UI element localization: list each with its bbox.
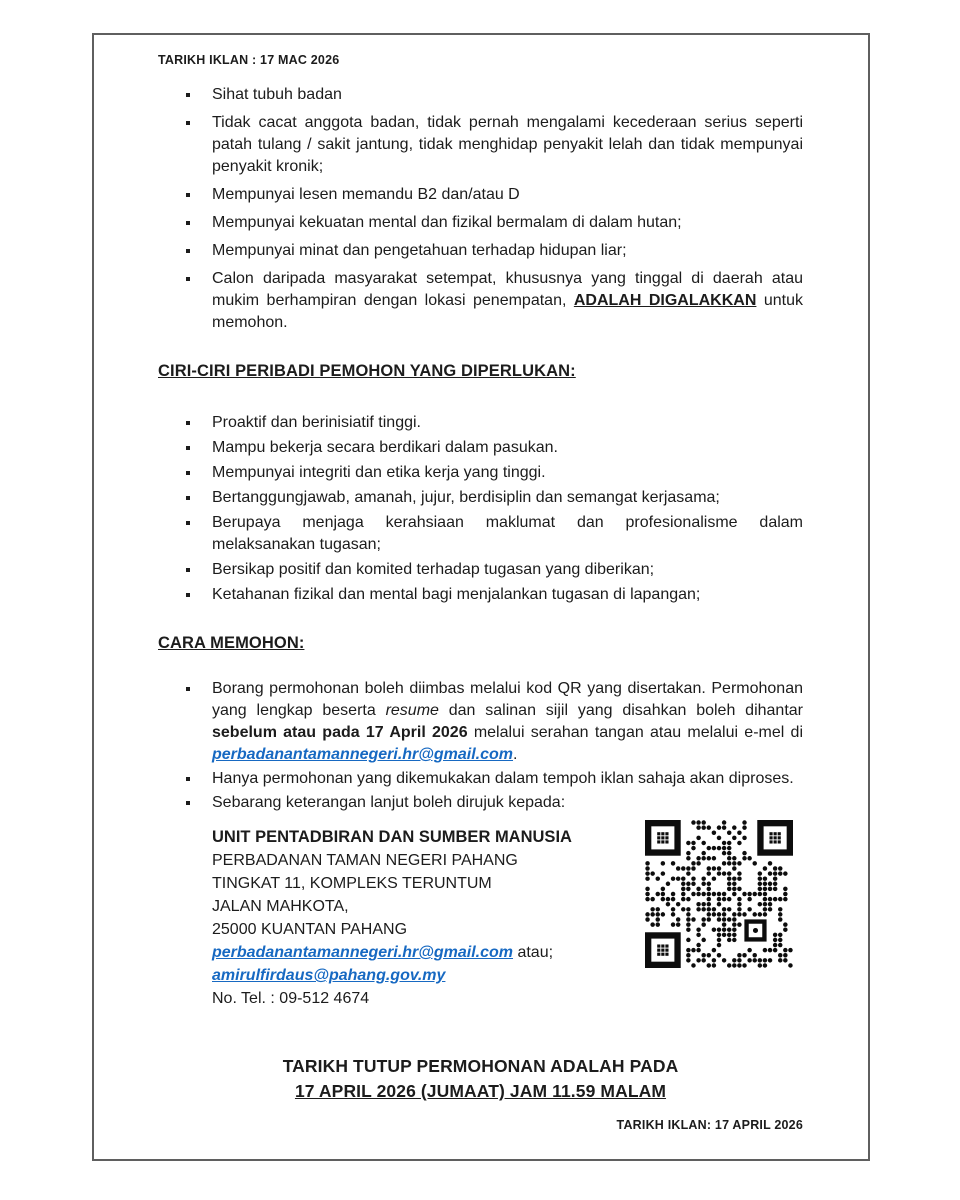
advert-date-footer: TARIKH IKLAN: 17 APRIL 2026 (616, 1118, 803, 1132)
list-item-text: Calon daripada masyarakat setempat, khususnya yang tinggal di daerah atau mukim berhampiran dengan lokasi penempatan, (212, 270, 803, 309)
list-item (212, 240, 803, 262)
emphasis-text: ADALAH DIGALAKKAN (573, 292, 757, 309)
list-item (212, 412, 803, 434)
closing-date-line1: TARIKH TUTUP PERMOHONAN ADALAH PADA (282, 1056, 679, 1076)
list-item (212, 487, 803, 509)
list-item-text: Mempunyai lesen memandu B2 dan/atau D (212, 186, 520, 203)
list-item (212, 678, 803, 766)
list-item (212, 268, 803, 334)
list-item (212, 84, 803, 106)
list-item (212, 437, 803, 459)
list-item-text: . (513, 746, 518, 763)
section-heading-traits: CIRI-CIRI PERIBADI PEMOHON YANG DIPERLUKAN: (158, 362, 576, 380)
list-item-text: Mampu bekerja secara berdikari dalam pasukan. (212, 439, 558, 456)
contact-phone: No. Tel. : 09-512 4674 (212, 990, 370, 1007)
closing-date-line2: 17 APRIL 2026 (JUMAAT) JAM 11.59 MALAM (294, 1081, 667, 1101)
list-item-text: dan salinan sijil yang disahkan boleh dihantar (438, 702, 803, 719)
list-item-text: Berupaya menjaga kerahsiaan maklumat dan profesionalisme dalam melaksanakan tugasan; (212, 514, 803, 553)
personal-traits-list (158, 412, 803, 606)
list-item (212, 462, 803, 484)
list-item (212, 584, 803, 606)
contact-email-line (212, 964, 572, 987)
contact-block (212, 826, 572, 1010)
section-heading-apply: CARA MEMOHON: (158, 634, 305, 652)
list-item-text: Bersikap positif dan komited terhadap tugasan yang diberikan; (212, 561, 655, 578)
list-item-text: Borang permohonan boleh diimbas melalui kod QR yang disertakan. Permohonan yang lengkap beserta (212, 680, 803, 719)
contact-address-line: 25000 KUANTAN PAHANG (212, 921, 408, 938)
email-link-hr[interactable]: perbadanantamannegeri.hr@gmail.com (212, 746, 514, 763)
list-item (212, 212, 803, 234)
page-border (92, 33, 870, 1161)
list-item-text: Hanya permohonan yang dikemukakan dalam tempoh iklan sahaja akan diproses. (212, 770, 794, 787)
how-to-apply-list (158, 678, 803, 814)
deadline-bold-text: sebelum atau pada 17 April 2026 (212, 724, 468, 741)
list-item-text: untuk memohon. (212, 292, 803, 331)
resume-italic-text: resume (385, 702, 439, 719)
list-item (212, 512, 803, 556)
list-item-text: Bertanggungjawab, amanah, jujur, berdisiplin dan semangat kerjasama; (212, 489, 720, 506)
list-item (212, 112, 803, 178)
list-item-text: Sihat tubuh badan (212, 86, 342, 103)
contact-row (158, 826, 803, 1010)
contact-address-line: JALAN MAHKOTA, (212, 898, 349, 915)
list-item (212, 768, 803, 790)
email-link-hr[interactable]: perbadanantamannegeri.hr@gmail.com (212, 944, 514, 961)
contact-email-line (212, 941, 572, 964)
qr-code-image (645, 820, 793, 968)
list-item-text: melalui serahan tangan atau melalui e-mel di (467, 724, 803, 741)
list-item (212, 184, 803, 206)
list-item (212, 792, 803, 814)
list-item-text: Proaktif dan berinisiatif tinggi. (212, 414, 421, 431)
contact-unit-name: UNIT PENTADBIRAN DAN SUMBER MANUSIA (212, 828, 572, 846)
list-item-text: Mempunyai minat dan pengetahuan terhadap hidupan liar; (212, 242, 627, 259)
email-suffix-text: atau; (513, 944, 554, 961)
list-item-text: Mempunyai kekuatan mental dan fizikal bermalam di dalam hutan; (212, 214, 682, 231)
list-item (212, 559, 803, 581)
list-item-text: Sebarang keterangan lanjut boleh dirujuk kepada: (212, 794, 566, 811)
list-item-text: Ketahanan fizikal dan mental bagi menjalankan tugasan di lapangan; (212, 586, 701, 603)
advert-date-header: TARIKH IKLAN : 17 MAC 2026 (158, 53, 340, 67)
email-link-officer[interactable]: amirulfirdaus@pahang.gov.my (212, 967, 446, 984)
application-qr-code (645, 820, 793, 968)
contact-org-name: PERBADANAN TAMAN NEGERI PAHANG (212, 852, 518, 869)
eligibility-list (158, 84, 803, 334)
list-item-text: Tidak cacat anggota badan, tidak pernah mengalami kecederaan serius seperti patah tulang / sakit jantung, tidak menghidap penyakit lelah dan tidak mempunyai penyakit kronik; (212, 114, 803, 175)
contact-address-line: TINGKAT 11, KOMPLEKS TERUNTUM (212, 875, 492, 892)
list-item-text: Mempunyai integriti dan etika kerja yang tinggi. (212, 464, 546, 481)
closing-date-block (158, 1054, 803, 1104)
